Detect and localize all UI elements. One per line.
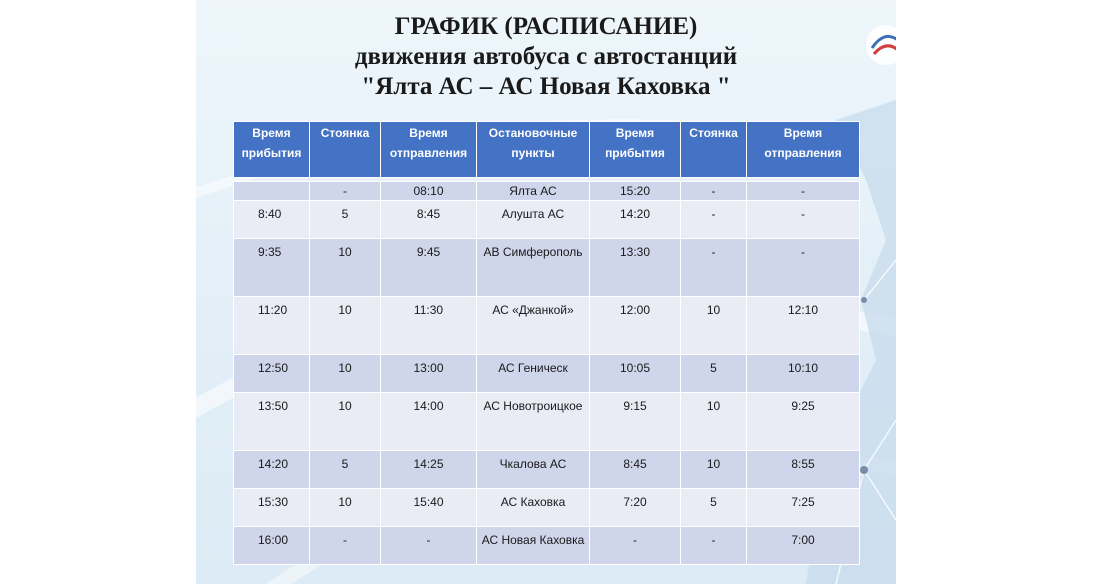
cell: 10 [310, 239, 381, 297]
cell: - [747, 201, 860, 239]
cell: 5 [310, 451, 381, 489]
cell: Алушта АС [477, 201, 590, 239]
cell: 9:35 [234, 239, 310, 297]
schedule-table [233, 121, 860, 565]
cell: - [381, 527, 477, 565]
cell: 9:15 [590, 393, 681, 451]
cell: 5 [681, 355, 747, 393]
cell: АС Новая Каховка [477, 527, 590, 565]
cell: 14:20 [234, 451, 310, 489]
cell: АС Новотроицкое [477, 393, 590, 451]
cell: АС «Джанкой» [477, 297, 590, 355]
cell: 16:00 [234, 527, 310, 565]
cell: 12:10 [747, 297, 860, 355]
title-line-3: "Ялта АС – АС Новая Каховка " [361, 73, 731, 100]
slide [196, 0, 896, 584]
cell: 10:10 [747, 355, 860, 393]
cell: 5 [310, 201, 381, 239]
cell: 12:00 [590, 297, 681, 355]
network-node-dot [860, 466, 868, 474]
cell: 10 [310, 355, 381, 393]
cell: 15:20 [590, 182, 681, 201]
cell: 8:40 [234, 201, 310, 239]
cell [234, 182, 310, 201]
cell: 15:40 [381, 489, 477, 527]
cell: 14:00 [381, 393, 477, 451]
header-stop-duration: Стоянка [310, 122, 381, 178]
cell: 8:55 [747, 451, 860, 489]
cell: 10 [310, 393, 381, 451]
cell: АВ Симферополь [477, 239, 590, 297]
table-header-row [234, 122, 860, 178]
cell: - [747, 182, 860, 201]
cell: 10:05 [590, 355, 681, 393]
cell: АС Каховка [477, 489, 590, 527]
network-node-dot [861, 297, 867, 303]
table-row [234, 182, 860, 201]
table-row [234, 201, 860, 239]
cell: - [681, 527, 747, 565]
cell: - [681, 201, 747, 239]
cell: АС Геническ [477, 355, 590, 393]
cell: 14:25 [381, 451, 477, 489]
page-title [196, 12, 896, 102]
header-arrival-time-return: Время прибытия [590, 122, 681, 178]
header-stop-duration-return: Стоянка [681, 122, 747, 178]
cell: 10 [681, 297, 747, 355]
cell: 10 [310, 297, 381, 355]
cell: Чкалова АС [477, 451, 590, 489]
cell: 13:30 [590, 239, 681, 297]
table-row [234, 355, 860, 393]
cell: 7:25 [747, 489, 860, 527]
cell: 7:20 [590, 489, 681, 527]
cell: - [681, 182, 747, 201]
cell: 5 [681, 489, 747, 527]
cell: - [590, 527, 681, 565]
cell: - [310, 527, 381, 565]
cell: - [681, 239, 747, 297]
table-row [234, 297, 860, 355]
table-row [234, 489, 860, 527]
table-row [234, 527, 860, 565]
cell: 15:30 [234, 489, 310, 527]
header-departure-time: Время отправления [381, 122, 477, 178]
cell: 14:20 [590, 201, 681, 239]
cell: 08:10 [381, 182, 477, 201]
header-departure-time-return: Время отправления [747, 122, 860, 178]
title-line-2: движения автобуса с автостанций [354, 43, 738, 70]
table-row [234, 451, 860, 489]
cell: 7:00 [747, 527, 860, 565]
cell: 9:45 [381, 239, 477, 297]
cell: 8:45 [381, 201, 477, 239]
title-line-1: ГРАФИК (РАСПИСАНИЕ) [394, 13, 698, 40]
cell: Ялта АС [477, 182, 590, 201]
cell: 10 [681, 393, 747, 451]
cell: 11:20 [234, 297, 310, 355]
cell: 10 [310, 489, 381, 527]
header-arrival-time: Время прибытия [234, 122, 310, 178]
cell: 9:25 [747, 393, 860, 451]
cell: 11:30 [381, 297, 477, 355]
cell: 13:50 [234, 393, 310, 451]
cell: 13:00 [381, 355, 477, 393]
cell: - [747, 239, 860, 297]
table-row [234, 239, 860, 297]
cell: - [310, 182, 381, 201]
cell: 10 [681, 451, 747, 489]
cell: 8:45 [590, 451, 681, 489]
table-row [234, 393, 860, 451]
header-stop-points: Остановочные пункты [477, 122, 590, 178]
cell: 12:50 [234, 355, 310, 393]
